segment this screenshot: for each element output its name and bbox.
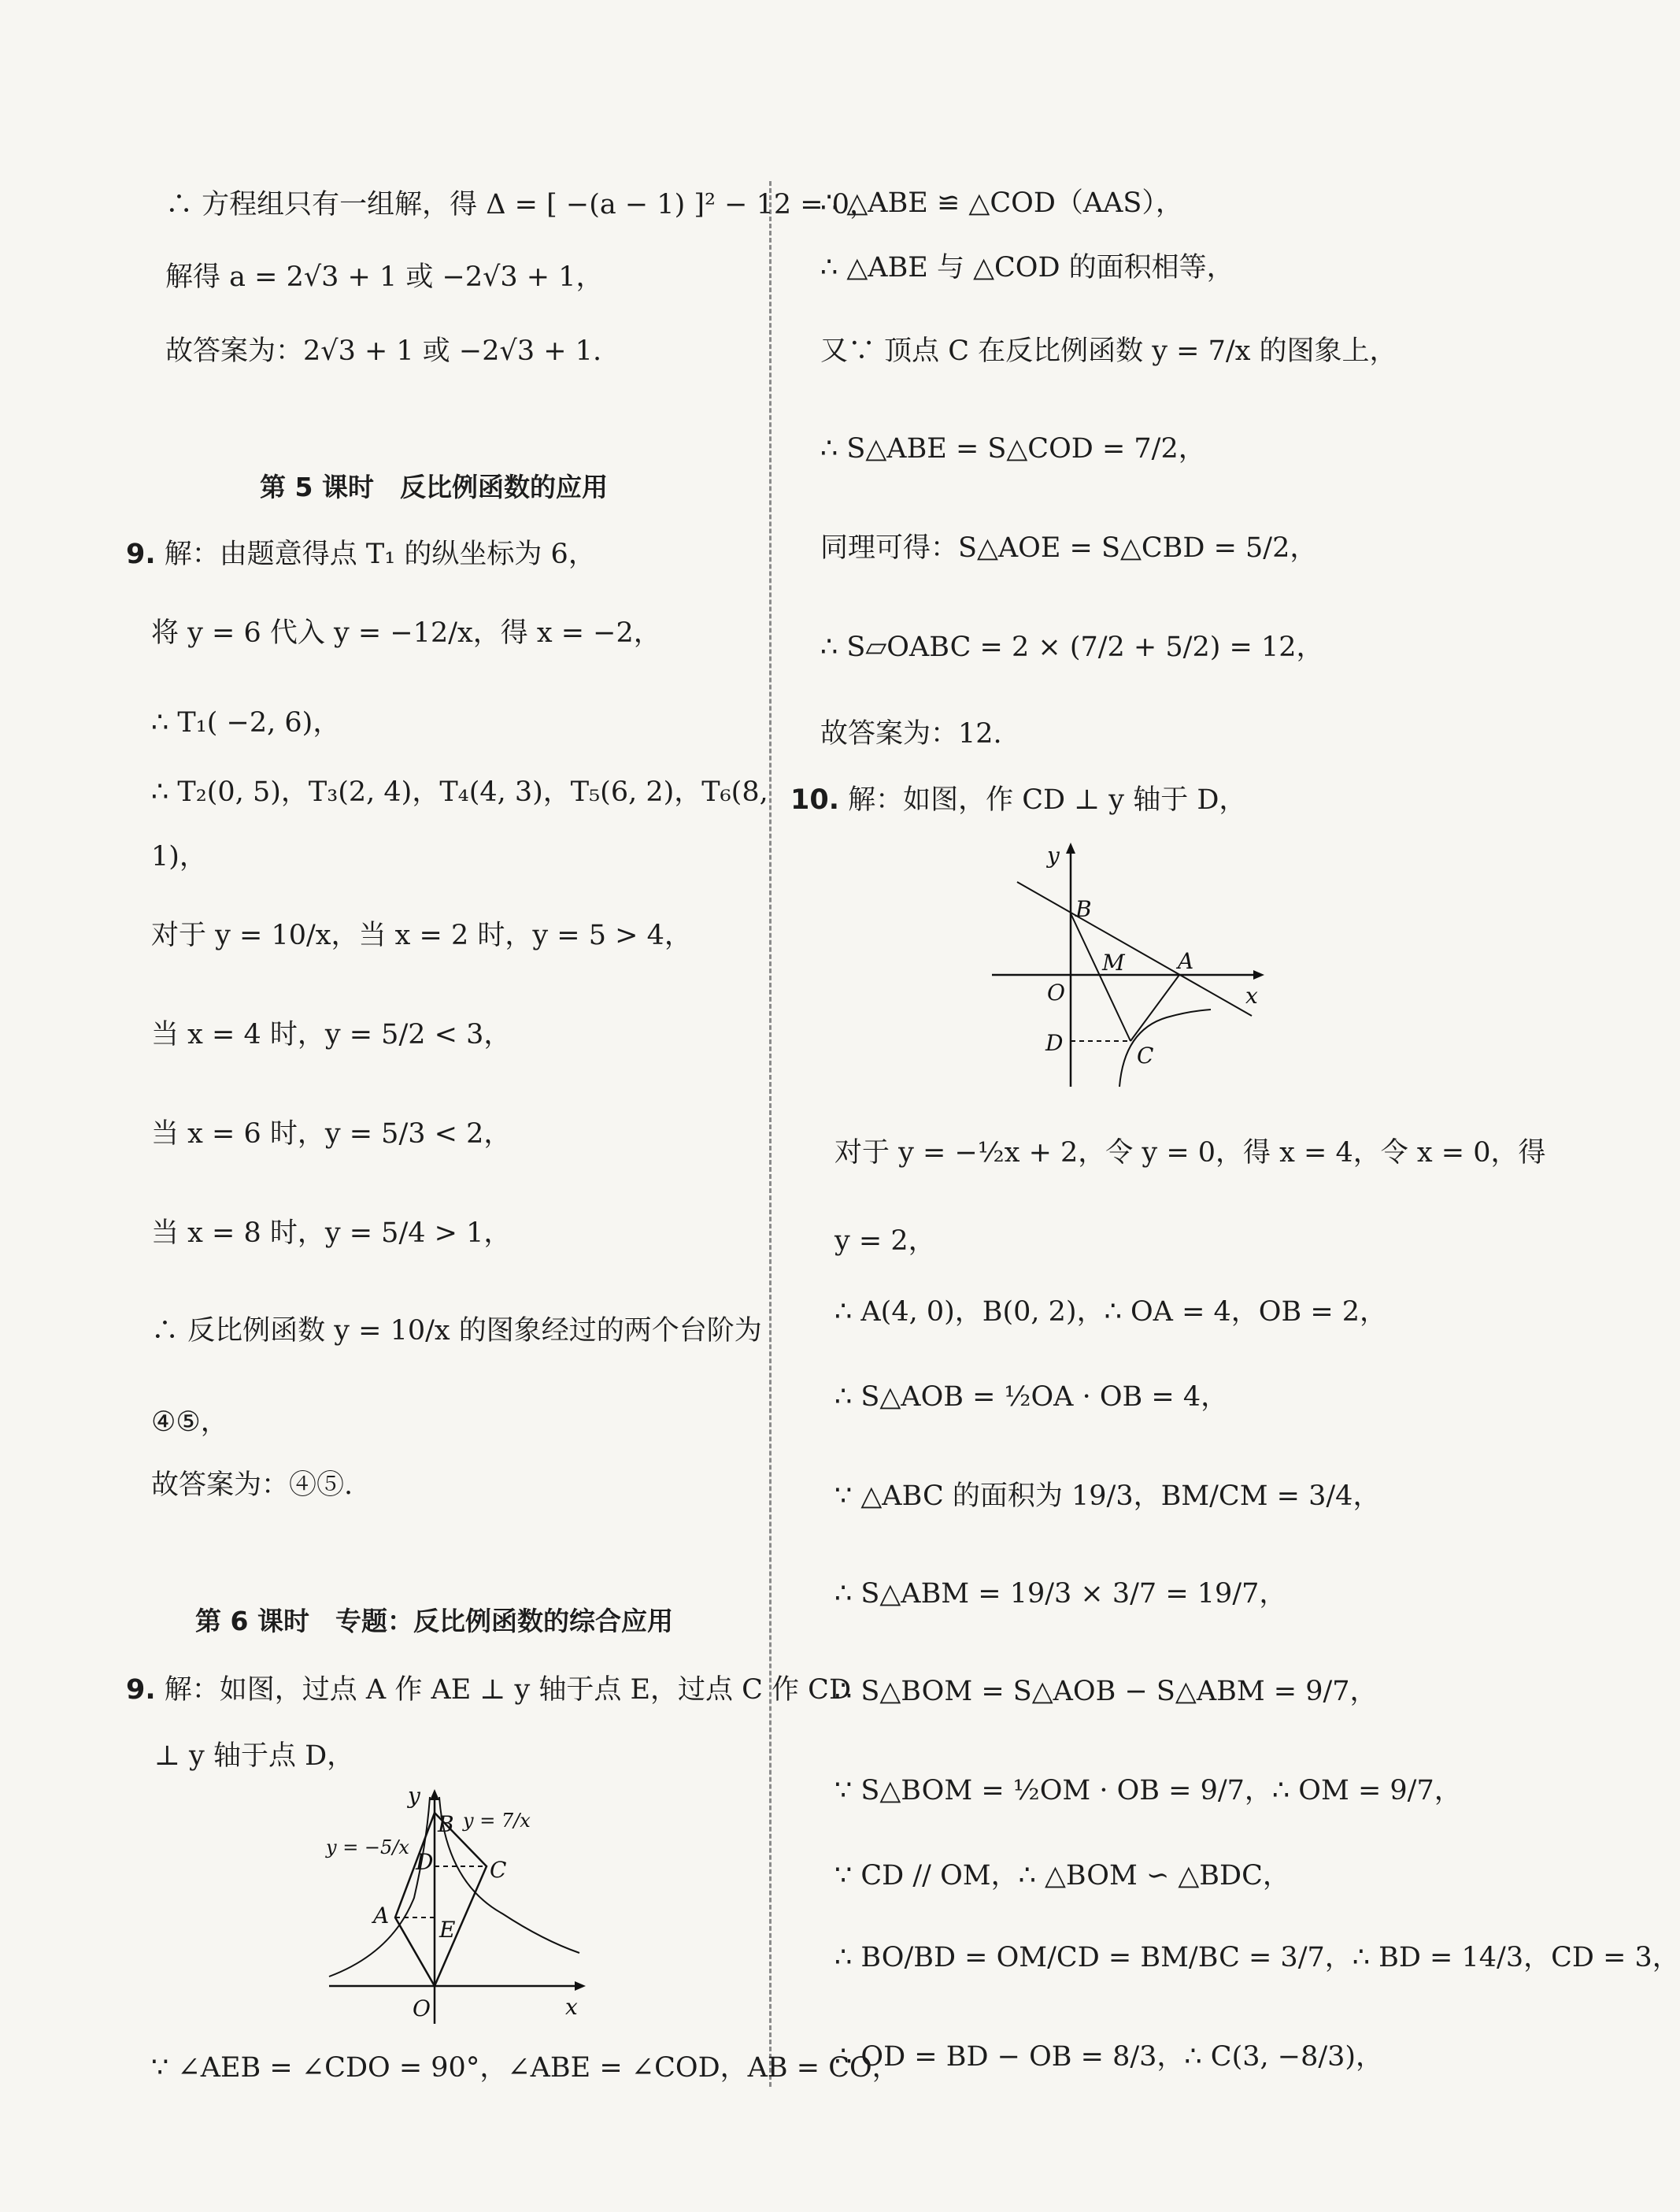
- text-span: 解：如图，作 CD ⊥ y 轴于 D，: [848, 784, 1247, 816]
- text-line: ∴ △ABE 与 △COD 的面积相等，: [820, 252, 1234, 283]
- text-line: ∴ 反比例函数 y = 10/x 的图象经过的两个台阶为: [151, 1315, 762, 1347]
- problem-line: [126, 535, 596, 573]
- text-line: ∴ A(4, 0)，B(0, 2)，∴ OA = 4，OB = 2，: [834, 1296, 1388, 1328]
- text-line: ∴ △ABE ≌ △COD（AAS），: [820, 187, 1183, 219]
- figure-label: M: [1102, 950, 1125, 976]
- text-line: 当 x = 8 时，y = 5/4 > 1，: [151, 1217, 512, 1249]
- text-line: 解得 a = 2√3 + 1 或 −2√3 + 1，: [165, 261, 604, 293]
- text-line: ∴ S△ABM = 19/3 × 3/7 = 19/7，: [834, 1578, 1287, 1610]
- segment-ca: [1130, 975, 1179, 1041]
- text-line: ⊥ y 轴于点 D，: [154, 1740, 355, 1772]
- text-line: 故答案为：12.: [820, 718, 1002, 750]
- hyperbola-curve: [1119, 1010, 1211, 1087]
- figure-label: D: [1045, 1030, 1064, 1056]
- figure-label: D: [416, 1849, 434, 1875]
- y-axis-arrow: [1066, 843, 1075, 854]
- text-line: ∴ T₁( −2, 6)，: [151, 707, 341, 739]
- figure-label: B: [438, 1811, 454, 1837]
- text-line: ∴ OD = BD − OB = 8/3，∴ C(3, −8/3)，: [834, 2041, 1384, 2073]
- figure-label: C: [490, 1857, 507, 1883]
- text-line: ∴ S△ABE = S△COD = 7/2，: [820, 433, 1206, 465]
- text-line: 又∵ 顶点 C 在反比例函数 y = 7/x 的图象上，: [820, 335, 1397, 367]
- text-line: ∴ 方程组只有一组解，得 Δ = [ −(a − 1) ]² − 12 = 0，: [165, 189, 878, 220]
- text-line: 对于 y = 10/x，当 x = 2 时，y = 5 > 4，: [151, 920, 692, 951]
- figure-label: A: [373, 1903, 390, 1929]
- figure-label: x: [565, 1994, 578, 2020]
- curve-label: y = 7/x: [463, 1810, 531, 1832]
- text-line: 将 y = 6 代入 y = −12/x，得 x = −2，: [151, 617, 661, 649]
- figure-label: y: [1047, 843, 1060, 869]
- problem-number: 10.: [790, 784, 840, 816]
- section-heading: 第 5 课时 反比例函数的应用: [260, 472, 608, 502]
- text-line: 当 x = 6 时，y = 5/3 < 2，: [151, 1118, 512, 1150]
- text-line: 1)，: [151, 841, 207, 873]
- problem-line: [790, 781, 1246, 819]
- text-line: ∴ S△AOB = ½OA · OB = 4，: [834, 1381, 1229, 1413]
- text-span: 解：如图，过点 A 作 AE ⊥ y 轴于点 E，过点 C 作 CD: [164, 1674, 852, 1706]
- text-line: ∵ CD // OM，∴ △BOM ∽ △BDC，: [834, 1860, 1290, 1892]
- problem-line: [126, 1671, 851, 1709]
- text-line: 对于 y = −½x + 2，令 y = 0，得 x = 4，令 x = 0，得: [834, 1137, 1546, 1169]
- x-axis-arrow: [575, 1981, 586, 1991]
- text-line: ④⑤，: [151, 1406, 228, 1438]
- figure-label: O: [1047, 980, 1065, 1006]
- text-line: 故答案为：④⑤.: [151, 1469, 353, 1501]
- figure-label: A: [1178, 948, 1194, 974]
- text-line: ∵ △ABC 的面积为 19/3，BM/CM = 3/4，: [834, 1480, 1381, 1512]
- y-axis-arrow: [430, 1789, 439, 1800]
- curve-label: y = −5/x: [326, 1836, 409, 1858]
- problem-number: 9.: [126, 1674, 156, 1706]
- text-line: ∴ S▱OABC = 2 × (7/2 + 5/2) = 12，: [820, 632, 1324, 663]
- text-line: ∵ ∠AEB = ∠CDO = 90°，∠ABE = ∠COD，AB = CO，: [151, 2052, 900, 2084]
- line-hyperbola-figure: [992, 835, 1275, 1095]
- text-span: 解：由题意得点 T₁ 的纵坐标为 6，: [164, 539, 596, 570]
- text-line: ∴ BO/BD = OM/CD = BM/BC = 3/7，∴ BD = 14/3，CD = 3，: [834, 1942, 1680, 1973]
- text-line: y = 2，: [834, 1225, 936, 1257]
- figure-label: E: [439, 1917, 456, 1943]
- hyperbola-parallelogram-figure: [326, 1783, 589, 2024]
- text-line: 故答案为：2√3 + 1 或 −2√3 + 1.: [165, 335, 602, 367]
- x-axis-arrow: [1253, 970, 1264, 980]
- figure-label: y: [408, 1783, 420, 1809]
- segment-bc: [1071, 913, 1130, 1041]
- problem-number: 9.: [126, 539, 156, 570]
- section-heading: 第 6 课时 专题：反比例函数的综合应用: [195, 1606, 673, 1636]
- figure-label: x: [1245, 983, 1258, 1009]
- text-line: ∴ S△BOM = S△AOB − S△ABM = 9/7，: [834, 1676, 1378, 1707]
- text-line: 当 x = 4 时，y = 5/2 < 3，: [151, 1019, 512, 1050]
- figure-label: O: [413, 1995, 431, 2021]
- figure-label: C: [1137, 1043, 1154, 1069]
- text-line: ∵ S△BOM = ½OM · OB = 9/7，∴ OM = 9/7，: [834, 1775, 1462, 1806]
- text-line: ∴ T₂(0, 5)，T₃(2, 4)，T₄(4, 3)，T₅(6, 2)，T₆(8,: [151, 776, 768, 808]
- text-line: 同理可得：S△AOE = S△CBD = 5/2，: [820, 532, 1318, 564]
- figure-label: B: [1075, 896, 1092, 922]
- column-divider: [769, 181, 772, 2087]
